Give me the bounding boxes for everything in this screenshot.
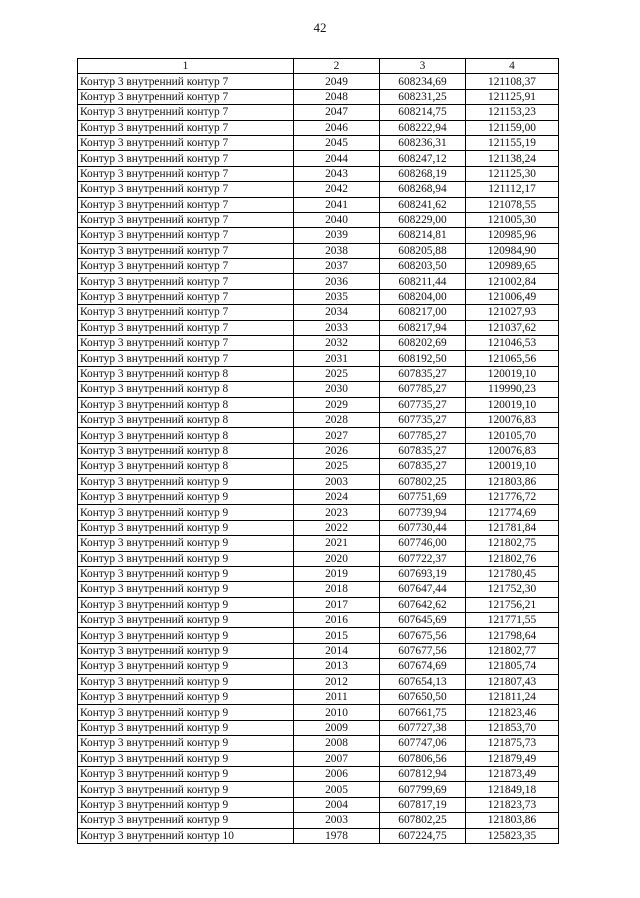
table-row [78, 120, 559, 135]
contour-name-cell: Контур 3 внутренний контур 9 [78, 489, 294, 504]
x-coordinate-cell: 607647,44 [380, 582, 466, 597]
table-row [78, 705, 559, 720]
y-coordinate-cell: 121065,56 [466, 351, 559, 366]
contour-name-cell: Контур 3 внутренний контур 7 [78, 105, 294, 120]
contour-name-cell: Контур 3 внутренний контур 7 [78, 228, 294, 243]
point-number-cell: 2031 [294, 351, 380, 366]
point-number-cell: 1978 [294, 828, 380, 843]
table-row [78, 674, 559, 689]
table-row [78, 74, 559, 89]
table-row [78, 520, 559, 535]
contour-name-cell: Контур 3 внутренний контур 9 [78, 628, 294, 643]
y-coordinate-cell: 121153,23 [466, 105, 559, 120]
table-row [78, 443, 559, 458]
table-row [78, 474, 559, 489]
table-row [78, 197, 559, 212]
point-number-cell: 2042 [294, 182, 380, 197]
table-row [78, 305, 559, 320]
point-number-cell: 2044 [294, 151, 380, 166]
table-row [78, 551, 559, 566]
point-number-cell: 2045 [294, 135, 380, 150]
y-coordinate-cell: 121006,49 [466, 289, 559, 304]
y-coordinate-cell: 121875,73 [466, 736, 559, 751]
point-number-cell: 2025 [294, 366, 380, 381]
x-coordinate-cell: 607645,69 [380, 613, 466, 628]
y-coordinate-cell: 125823,35 [466, 828, 559, 843]
contour-name-cell: Контур 3 внутренний контур 9 [78, 797, 294, 812]
x-coordinate-cell: 608234,69 [380, 74, 466, 89]
point-number-cell: 2012 [294, 674, 380, 689]
x-coordinate-cell: 608241,62 [380, 197, 466, 212]
x-coordinate-cell: 607751,69 [380, 489, 466, 504]
point-number-cell: 2018 [294, 582, 380, 597]
contour-name-cell: Контур 3 внутренний контур 9 [78, 813, 294, 828]
contour-name-cell: Контур 3 внутренний контур 7 [78, 120, 294, 135]
y-coordinate-cell: 121802,75 [466, 536, 559, 551]
point-number-cell: 2004 [294, 797, 380, 812]
contour-name-cell: Контур 3 внутренний контур 9 [78, 643, 294, 658]
point-number-cell: 2011 [294, 690, 380, 705]
y-coordinate-cell: 121823,46 [466, 705, 559, 720]
contour-name-cell: Контур 3 внутренний контур 9 [78, 474, 294, 489]
coordinates-table [77, 58, 559, 844]
contour-name-cell: Контур 3 внутренний контур 7 [78, 336, 294, 351]
y-coordinate-cell: 121771,55 [466, 613, 559, 628]
table-row [78, 505, 559, 520]
y-coordinate-cell: 121005,30 [466, 212, 559, 227]
x-coordinate-cell: 607835,27 [380, 443, 466, 458]
contour-name-cell: Контур 3 внутренний контур 7 [78, 89, 294, 104]
table-row [78, 828, 559, 843]
x-coordinate-cell: 607642,62 [380, 597, 466, 612]
point-number-cell: 2020 [294, 551, 380, 566]
point-number-cell: 2040 [294, 212, 380, 227]
point-number-cell: 2047 [294, 105, 380, 120]
contour-name-cell: Контур 3 внутренний контур 7 [78, 274, 294, 289]
table-row [78, 582, 559, 597]
x-coordinate-cell: 608229,00 [380, 212, 466, 227]
contour-name-cell: Контур 3 внутренний контур 7 [78, 259, 294, 274]
y-coordinate-cell: 120105,70 [466, 428, 559, 443]
y-coordinate-cell: 121752,30 [466, 582, 559, 597]
y-coordinate-cell: 120019,10 [466, 366, 559, 381]
contour-name-cell: Контур 3 внутренний контур 8 [78, 397, 294, 412]
x-coordinate-cell: 607785,27 [380, 428, 466, 443]
page-number: 42 [313, 20, 327, 35]
y-coordinate-cell: 121803,86 [466, 813, 559, 828]
y-coordinate-cell: 120984,90 [466, 243, 559, 258]
x-coordinate-cell: 608211,44 [380, 274, 466, 289]
table-row [78, 151, 559, 166]
contour-name-cell: Контур 3 внутренний контур 9 [78, 690, 294, 705]
contour-name-cell: Контур 3 внутренний контур 9 [78, 505, 294, 520]
x-coordinate-cell: 608217,94 [380, 320, 466, 335]
column-header-2: 2 [294, 59, 380, 74]
y-coordinate-cell: 121853,70 [466, 720, 559, 735]
contour-name-cell: Контур 3 внутренний контур 7 [78, 289, 294, 304]
point-number-cell: 2043 [294, 166, 380, 181]
contour-name-cell: Контур 3 внутренний контур 9 [78, 613, 294, 628]
x-coordinate-cell: 607654,13 [380, 674, 466, 689]
x-coordinate-cell: 608204,00 [380, 289, 466, 304]
x-coordinate-cell: 608192,50 [380, 351, 466, 366]
x-coordinate-cell: 608217,00 [380, 305, 466, 320]
point-number-cell: 2010 [294, 705, 380, 720]
y-coordinate-cell: 120076,83 [466, 412, 559, 427]
table-row [78, 366, 559, 381]
x-coordinate-cell: 608203,50 [380, 259, 466, 274]
point-number-cell: 2036 [294, 274, 380, 289]
y-coordinate-cell: 121037,62 [466, 320, 559, 335]
point-number-cell: 2026 [294, 443, 380, 458]
point-number-cell: 2015 [294, 628, 380, 643]
table-row [78, 813, 559, 828]
contour-name-cell: Контур 3 внутренний контур 7 [78, 243, 294, 258]
point-number-cell: 2041 [294, 197, 380, 212]
point-number-cell: 2030 [294, 382, 380, 397]
point-number-cell: 2017 [294, 597, 380, 612]
table-row [78, 336, 559, 351]
y-coordinate-cell: 121078,55 [466, 197, 559, 212]
point-number-cell: 2048 [294, 89, 380, 104]
y-coordinate-cell: 121027,93 [466, 305, 559, 320]
x-coordinate-cell: 608214,81 [380, 228, 466, 243]
table-row [78, 259, 559, 274]
x-coordinate-cell: 608236,31 [380, 135, 466, 150]
table-row [78, 566, 559, 581]
x-coordinate-cell: 608268,19 [380, 166, 466, 181]
contour-name-cell: Контур 3 внутренний контур 9 [78, 597, 294, 612]
point-number-cell: 2016 [294, 613, 380, 628]
y-coordinate-cell: 121159,00 [466, 120, 559, 135]
contour-name-cell: Контур 3 внутренний контур 9 [78, 566, 294, 581]
point-number-cell: 2003 [294, 813, 380, 828]
contour-name-cell: Контур 3 внутренний контур 7 [78, 74, 294, 89]
contour-name-cell: Контур 3 внутренний контур 9 [78, 751, 294, 766]
point-number-cell: 2035 [294, 289, 380, 304]
table-row [78, 766, 559, 781]
table-row [78, 412, 559, 427]
y-coordinate-cell: 120985,96 [466, 228, 559, 243]
table-row [78, 751, 559, 766]
y-coordinate-cell: 121823,73 [466, 797, 559, 812]
point-number-cell: 2024 [294, 489, 380, 504]
x-coordinate-cell: 607785,27 [380, 382, 466, 397]
y-coordinate-cell: 120989,65 [466, 259, 559, 274]
table-row [78, 720, 559, 735]
contour-name-cell: Контур 3 внутренний контур 7 [78, 351, 294, 366]
point-number-cell: 2038 [294, 243, 380, 258]
x-coordinate-cell: 607739,94 [380, 505, 466, 520]
table-row [78, 243, 559, 258]
contour-name-cell: Контур 3 внутренний контур 7 [78, 212, 294, 227]
table-row [78, 797, 559, 812]
y-coordinate-cell: 120019,10 [466, 459, 559, 474]
table-row [78, 166, 559, 181]
contour-name-cell: Контур 3 внутренний контур 9 [78, 582, 294, 597]
x-coordinate-cell: 607224,75 [380, 828, 466, 843]
y-coordinate-cell: 121138,24 [466, 151, 559, 166]
point-number-cell: 2028 [294, 412, 380, 427]
contour-name-cell: Контур 3 внутренний контур 9 [78, 520, 294, 535]
x-coordinate-cell: 608202,69 [380, 336, 466, 351]
x-coordinate-cell: 608214,75 [380, 105, 466, 120]
x-coordinate-cell: 608205,88 [380, 243, 466, 258]
point-number-cell: 2021 [294, 536, 380, 551]
y-coordinate-cell: 120076,83 [466, 443, 559, 458]
contour-name-cell: Контур 3 внутренний контур 9 [78, 674, 294, 689]
table-row [78, 89, 559, 104]
x-coordinate-cell: 608268,94 [380, 182, 466, 197]
x-coordinate-cell: 607650,50 [380, 690, 466, 705]
x-coordinate-cell: 607817,19 [380, 797, 466, 812]
point-number-cell: 2033 [294, 320, 380, 335]
point-number-cell: 2034 [294, 305, 380, 320]
x-coordinate-cell: 607675,56 [380, 628, 466, 643]
y-coordinate-cell: 121849,18 [466, 782, 559, 797]
point-number-cell: 2039 [294, 228, 380, 243]
x-coordinate-cell: 607835,27 [380, 366, 466, 381]
point-number-cell: 2007 [294, 751, 380, 766]
point-number-cell: 2003 [294, 474, 380, 489]
x-coordinate-cell: 607835,27 [380, 459, 466, 474]
x-coordinate-cell: 607747,06 [380, 736, 466, 751]
y-coordinate-cell: 121776,72 [466, 489, 559, 504]
x-coordinate-cell: 607730,44 [380, 520, 466, 535]
contour-name-cell: Контур 3 внутренний контур 7 [78, 166, 294, 181]
table-row [78, 274, 559, 289]
table-row [78, 643, 559, 658]
point-number-cell: 2009 [294, 720, 380, 735]
contour-name-cell: Контур 3 внутренний контур 7 [78, 305, 294, 320]
contour-name-cell: Контур 3 внутренний контур 9 [78, 536, 294, 551]
y-coordinate-cell: 121802,77 [466, 643, 559, 658]
column-header-1: 1 [78, 59, 294, 74]
table-row [78, 536, 559, 551]
contour-name-cell: Контур 3 внутренний контур 10 [78, 828, 294, 843]
table-row [78, 736, 559, 751]
table-row [78, 659, 559, 674]
table-row [78, 212, 559, 227]
contour-name-cell: Контур 3 внутренний контур 8 [78, 382, 294, 397]
point-number-cell: 2013 [294, 659, 380, 674]
contour-name-cell: Контур 3 внутренний контур 9 [78, 736, 294, 751]
x-coordinate-cell: 607799,69 [380, 782, 466, 797]
x-coordinate-cell: 607802,25 [380, 813, 466, 828]
point-number-cell: 2029 [294, 397, 380, 412]
point-number-cell: 2032 [294, 336, 380, 351]
y-coordinate-cell: 121756,21 [466, 597, 559, 612]
table-row [78, 690, 559, 705]
table-row [78, 459, 559, 474]
table-row [78, 351, 559, 366]
table-row [78, 320, 559, 335]
table-row [78, 597, 559, 612]
contour-name-cell: Контур 3 внутренний контур 8 [78, 443, 294, 458]
table-row [78, 489, 559, 504]
y-coordinate-cell: 121798,64 [466, 628, 559, 643]
header-row [78, 59, 559, 74]
y-coordinate-cell: 121774,69 [466, 505, 559, 520]
contour-name-cell: Контур 3 внутренний контур 7 [78, 135, 294, 150]
column-header-3: 3 [380, 59, 466, 74]
contour-name-cell: Контур 3 внутренний контур 7 [78, 182, 294, 197]
contour-name-cell: Контур 3 внутренний контур 9 [78, 705, 294, 720]
contour-name-cell: Контур 3 внутренний контур 9 [78, 551, 294, 566]
x-coordinate-cell: 607727,38 [380, 720, 466, 735]
column-header-4: 4 [466, 59, 559, 74]
y-coordinate-cell: 121805,74 [466, 659, 559, 674]
y-coordinate-cell: 119990,23 [466, 382, 559, 397]
y-coordinate-cell: 121002,84 [466, 274, 559, 289]
y-coordinate-cell: 121125,91 [466, 89, 559, 104]
contour-name-cell: Контур 3 внутренний контур 8 [78, 412, 294, 427]
contour-name-cell: Контур 3 внутренний контур 9 [78, 720, 294, 735]
table-row [78, 135, 559, 150]
table-header [78, 59, 559, 74]
point-number-cell: 2022 [294, 520, 380, 535]
point-number-cell: 2005 [294, 782, 380, 797]
point-number-cell: 2046 [294, 120, 380, 135]
y-coordinate-cell: 121108,37 [466, 74, 559, 89]
x-coordinate-cell: 607722,37 [380, 551, 466, 566]
contour-name-cell: Контур 3 внутренний контур 9 [78, 782, 294, 797]
point-number-cell: 2025 [294, 459, 380, 474]
x-coordinate-cell: 607806,56 [380, 751, 466, 766]
y-coordinate-cell: 121807,43 [466, 674, 559, 689]
contour-name-cell: Контур 3 внутренний контур 7 [78, 151, 294, 166]
x-coordinate-cell: 607693,19 [380, 566, 466, 581]
y-coordinate-cell: 121781,84 [466, 520, 559, 535]
y-coordinate-cell: 120019,10 [466, 397, 559, 412]
table-row [78, 182, 559, 197]
point-number-cell: 2019 [294, 566, 380, 581]
table-row [78, 228, 559, 243]
x-coordinate-cell: 607661,75 [380, 705, 466, 720]
y-coordinate-cell: 121879,49 [466, 751, 559, 766]
table-row [78, 105, 559, 120]
contour-name-cell: Контур 3 внутренний контур 8 [78, 366, 294, 381]
x-coordinate-cell: 608222,94 [380, 120, 466, 135]
y-coordinate-cell: 121811,24 [466, 690, 559, 705]
table-row [78, 397, 559, 412]
contour-name-cell: Контур 3 внутренний контур 9 [78, 766, 294, 781]
y-coordinate-cell: 121155,19 [466, 135, 559, 150]
point-number-cell: 2037 [294, 259, 380, 274]
y-coordinate-cell: 121046,53 [466, 336, 559, 351]
x-coordinate-cell: 607812,94 [380, 766, 466, 781]
x-coordinate-cell: 607735,27 [380, 412, 466, 427]
x-coordinate-cell: 608231,25 [380, 89, 466, 104]
point-number-cell: 2014 [294, 643, 380, 658]
point-number-cell: 2049 [294, 74, 380, 89]
table-row [78, 628, 559, 643]
point-number-cell: 2008 [294, 736, 380, 751]
x-coordinate-cell: 607746,00 [380, 536, 466, 551]
contour-name-cell: Контур 3 внутренний контур 7 [78, 320, 294, 335]
y-coordinate-cell: 121780,45 [466, 566, 559, 581]
y-coordinate-cell: 121803,86 [466, 474, 559, 489]
y-coordinate-cell: 121112,17 [466, 182, 559, 197]
x-coordinate-cell: 607802,25 [380, 474, 466, 489]
table-row [78, 289, 559, 304]
y-coordinate-cell: 121873,49 [466, 766, 559, 781]
point-number-cell: 2027 [294, 428, 380, 443]
x-coordinate-cell: 607674,69 [380, 659, 466, 674]
table-row [78, 428, 559, 443]
contour-name-cell: Контур 3 внутренний контур 8 [78, 459, 294, 474]
table-row [78, 613, 559, 628]
contour-name-cell: Контур 3 внутренний контур 7 [78, 197, 294, 212]
point-number-cell: 2006 [294, 766, 380, 781]
table-row [78, 782, 559, 797]
x-coordinate-cell: 607677,56 [380, 643, 466, 658]
contour-name-cell: Контур 3 внутренний контур 9 [78, 659, 294, 674]
table-row [78, 382, 559, 397]
table-body [78, 74, 559, 844]
contour-name-cell: Контур 3 внутренний контур 8 [78, 428, 294, 443]
y-coordinate-cell: 121802,76 [466, 551, 559, 566]
x-coordinate-cell: 608247,12 [380, 151, 466, 166]
y-coordinate-cell: 121125,30 [466, 166, 559, 181]
x-coordinate-cell: 607735,27 [380, 397, 466, 412]
point-number-cell: 2023 [294, 505, 380, 520]
